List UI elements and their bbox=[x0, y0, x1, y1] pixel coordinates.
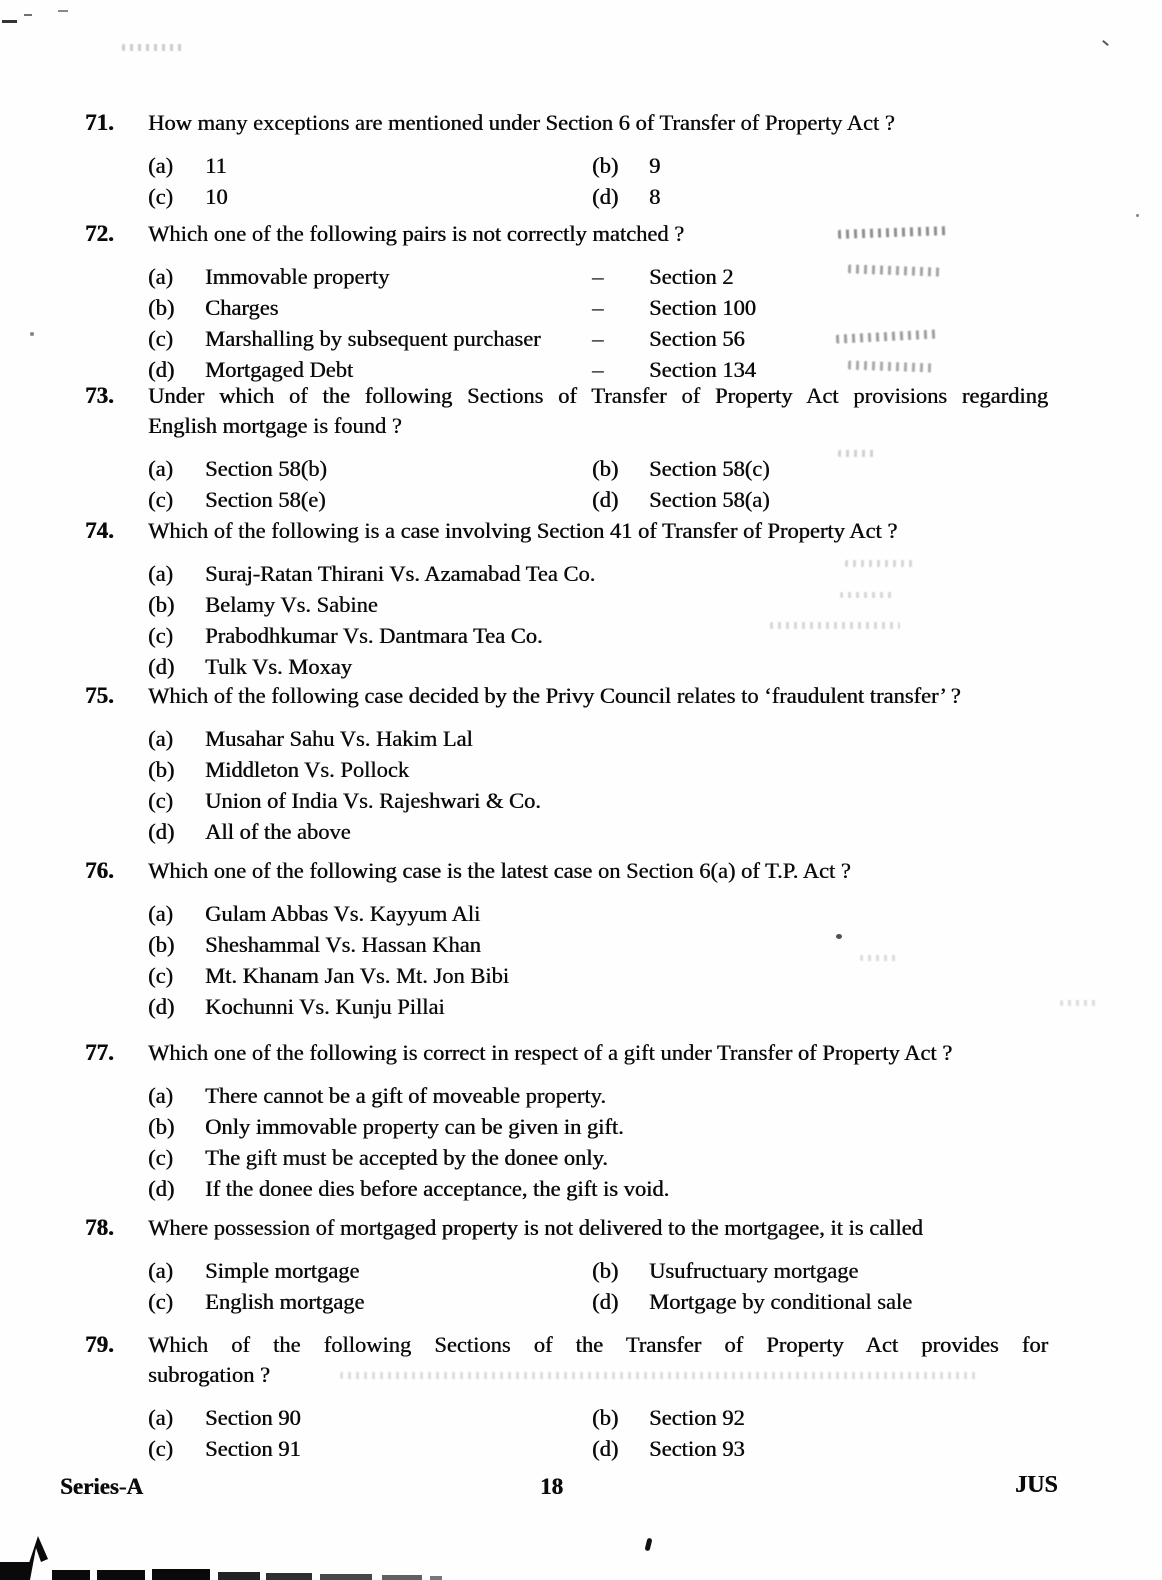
option-text: 11 bbox=[205, 153, 227, 178]
option-label: (d) bbox=[148, 994, 175, 1019]
option-text: Section 58(b) bbox=[205, 456, 327, 481]
option-label: (c) bbox=[148, 623, 173, 648]
option-label: (a) bbox=[148, 1258, 173, 1283]
footer-page-number: 18 bbox=[540, 1474, 563, 1499]
option-label: (b) bbox=[148, 295, 175, 320]
option-text: Sheshammal Vs. Hassan Khan bbox=[205, 932, 481, 957]
option-text: Simple mortgage bbox=[205, 1258, 360, 1283]
option-text: Mt. Khanam Jan Vs. Mt. Jon Bibi bbox=[205, 963, 509, 988]
option-label: (b) bbox=[592, 456, 619, 481]
option-row bbox=[148, 620, 1090, 651]
question-number: 75. bbox=[85, 683, 114, 708]
question-text: Where possession of mortgaged property is not delivered to the mortgagee, it is called bbox=[148, 1215, 923, 1240]
option-label: (d) bbox=[148, 357, 175, 382]
option-text: Section 58(e) bbox=[205, 487, 326, 512]
option-text: Section 58(a) bbox=[649, 487, 770, 512]
option-text: Usufructuary mortgage bbox=[649, 1258, 859, 1283]
question-73 bbox=[85, 381, 1090, 515]
option-row bbox=[148, 1111, 1090, 1142]
option-label: (b) bbox=[148, 757, 175, 782]
option-label: (a) bbox=[148, 1405, 173, 1430]
option-label: (b) bbox=[148, 1114, 175, 1139]
option-row bbox=[148, 816, 1090, 847]
option-row bbox=[148, 453, 1090, 484]
option-row bbox=[148, 261, 1090, 292]
scan-artifact bbox=[0, 1562, 30, 1580]
option-row bbox=[148, 589, 1090, 620]
question-text: Which one of the following is correct in respect of a gift under Transfer of Property Act ? bbox=[148, 1040, 953, 1065]
option-text: 10 bbox=[205, 184, 228, 209]
option-text: Immovable property bbox=[205, 264, 390, 289]
option-label: (b) bbox=[592, 1258, 619, 1283]
scan-artifact bbox=[430, 1576, 442, 1580]
option-row bbox=[148, 929, 1090, 960]
option-text: Charges bbox=[205, 295, 279, 320]
option-label: (b) bbox=[148, 932, 175, 957]
option-label: (c) bbox=[148, 1145, 173, 1170]
option-label: (d) bbox=[592, 487, 619, 512]
option-text: Section 91 bbox=[205, 1436, 301, 1461]
option-row bbox=[148, 1173, 1090, 1204]
scan-artifact bbox=[645, 1538, 653, 1552]
options bbox=[148, 261, 1090, 385]
option-row bbox=[148, 484, 1090, 515]
option-row bbox=[148, 960, 1090, 991]
option-text: Middleton Vs. Pollock bbox=[205, 757, 409, 782]
question-number: 72. bbox=[85, 221, 114, 246]
option-label: (c) bbox=[148, 1289, 173, 1314]
option-label: (d) bbox=[148, 819, 175, 844]
option-text: Belamy Vs. Sabine bbox=[205, 592, 378, 617]
option-label: (a) bbox=[148, 456, 173, 481]
scan-artifact bbox=[24, 14, 32, 16]
option-label: (d) bbox=[592, 1289, 619, 1314]
option-row bbox=[148, 1142, 1090, 1173]
options bbox=[148, 1255, 1090, 1317]
question-number: 77. bbox=[85, 1040, 114, 1065]
option-match: Section 2 bbox=[649, 264, 734, 289]
dash: – bbox=[592, 295, 604, 320]
option-text: Mortgage by conditional sale bbox=[649, 1289, 913, 1314]
option-label: (c) bbox=[148, 487, 173, 512]
option-text: 9 bbox=[649, 153, 661, 178]
question-text: English mortgage is found ? bbox=[148, 413, 402, 438]
question-71 bbox=[85, 108, 1090, 212]
option-label: (a) bbox=[148, 901, 173, 926]
question-text: Which one of the following pairs is not correctly matched ? bbox=[148, 221, 685, 246]
question-text: Which of the following Sections of the Transfer of Property Act provides for bbox=[148, 1332, 1048, 1357]
option-row bbox=[148, 723, 1090, 754]
option-text: 8 bbox=[649, 184, 661, 209]
question-number: 74. bbox=[85, 518, 114, 543]
question-number: 76. bbox=[85, 858, 114, 883]
option-row bbox=[148, 1286, 1090, 1317]
option-text: Marshalling by subsequent purchaser bbox=[205, 326, 541, 351]
option-text: Section 90 bbox=[205, 1405, 301, 1430]
question-74 bbox=[85, 516, 1090, 682]
option-text: Suraj-Ratan Thirani Vs. Azamabad Tea Co. bbox=[205, 561, 596, 586]
option-label: (a) bbox=[148, 561, 173, 586]
option-text: Kochunni Vs. Kunju Pillai bbox=[205, 994, 445, 1019]
dash: – bbox=[592, 326, 604, 351]
option-label: (c) bbox=[148, 1436, 173, 1461]
scan-artifact bbox=[320, 1574, 372, 1580]
option-text: Section 93 bbox=[649, 1436, 745, 1461]
question-72 bbox=[85, 219, 1090, 385]
scan-artifact bbox=[30, 332, 34, 336]
question-78 bbox=[85, 1213, 1090, 1317]
option-text: Gulam Abbas Vs. Kayyum Ali bbox=[205, 901, 481, 926]
option-label: (c) bbox=[148, 326, 173, 351]
option-label: (b) bbox=[592, 1405, 619, 1430]
options bbox=[148, 723, 1090, 847]
option-row bbox=[148, 292, 1090, 323]
scan-artifact bbox=[97, 1570, 145, 1580]
question-text: Which of the following is a case involving Section 41 of Transfer of Property Act ? bbox=[148, 518, 898, 543]
option-text: Section 58(c) bbox=[649, 456, 770, 481]
option-label: (d) bbox=[148, 1176, 175, 1201]
scan-artifact bbox=[382, 1575, 422, 1580]
question-number: 79. bbox=[85, 1332, 114, 1357]
option-row bbox=[148, 898, 1090, 929]
option-text: If the donee dies before acceptance, the gift is void. bbox=[205, 1176, 670, 1201]
option-text: All of the above bbox=[205, 819, 351, 844]
scan-artifact bbox=[1136, 214, 1139, 217]
option-label: (a) bbox=[148, 153, 173, 178]
question-number: 78. bbox=[85, 1215, 114, 1240]
options bbox=[148, 898, 1090, 1022]
scan-artifact bbox=[2, 20, 17, 23]
options bbox=[148, 453, 1090, 515]
option-row bbox=[148, 1433, 1090, 1464]
option-label: (d) bbox=[592, 1436, 619, 1461]
scan-artifact bbox=[266, 1573, 312, 1580]
scan-artifact bbox=[122, 44, 182, 51]
option-text: Musahar Sahu Vs. Hakim Lal bbox=[205, 726, 473, 751]
scan-artifact-arrow bbox=[16, 1532, 60, 1580]
question-text: Under which of the following Sections of Transfer of Property Act provisions regarding bbox=[148, 383, 1048, 408]
option-text: Tulk Vs. Moxay bbox=[205, 654, 352, 679]
option-label: (d) bbox=[148, 654, 175, 679]
option-text: The gift must be accepted by the donee only. bbox=[205, 1145, 608, 1170]
question-77 bbox=[85, 1038, 1090, 1204]
options bbox=[148, 150, 1090, 212]
scan-artifact bbox=[218, 1572, 260, 1580]
option-row bbox=[148, 785, 1090, 816]
option-label: (b) bbox=[592, 153, 619, 178]
option-match: Section 56 bbox=[649, 326, 745, 351]
scan-artifact bbox=[58, 10, 68, 12]
option-text: Only immovable property can be given in gift. bbox=[205, 1114, 624, 1139]
question-text: subrogation ? bbox=[148, 1362, 270, 1387]
option-label: (a) bbox=[148, 1083, 173, 1108]
option-text: Section 92 bbox=[649, 1405, 745, 1430]
option-row bbox=[148, 150, 1090, 181]
options bbox=[148, 1080, 1090, 1204]
question-text: Which one of the following case is the latest case on Section 6(a) of T.P. Act ? bbox=[148, 858, 851, 883]
option-match: Section 100 bbox=[649, 295, 756, 320]
option-label: (a) bbox=[148, 264, 173, 289]
footer-series-label: Series-A bbox=[60, 1474, 144, 1499]
option-label: (b) bbox=[148, 592, 175, 617]
dash: – bbox=[592, 264, 604, 289]
option-row bbox=[148, 651, 1090, 682]
option-label: (d) bbox=[592, 184, 619, 209]
option-text: English mortgage bbox=[205, 1289, 365, 1314]
dash: – bbox=[592, 357, 604, 382]
option-label: (c) bbox=[148, 788, 173, 813]
option-text: Prabodhkumar Vs. Dantmara Tea Co. bbox=[205, 623, 543, 648]
question-text: Which of the following case decided by the Privy Council relates to ‘fraudulent transfer’ ? bbox=[148, 683, 961, 708]
option-row bbox=[148, 991, 1090, 1022]
question-76 bbox=[85, 856, 1090, 1022]
scan-artifact bbox=[52, 1570, 90, 1580]
option-label: (c) bbox=[148, 963, 173, 988]
options bbox=[148, 558, 1090, 682]
option-label: (a) bbox=[148, 726, 173, 751]
option-row bbox=[148, 1402, 1090, 1433]
question-number: 71. bbox=[85, 110, 114, 135]
option-row bbox=[148, 754, 1090, 785]
option-row bbox=[148, 323, 1090, 354]
option-row bbox=[148, 1080, 1090, 1111]
options bbox=[148, 1402, 1090, 1464]
option-text: Mortgaged Debt bbox=[205, 357, 354, 382]
question-79 bbox=[85, 1330, 1090, 1464]
option-text: Union of India Vs. Rajeshwari & Co. bbox=[205, 788, 541, 813]
option-text: There cannot be a gift of moveable property. bbox=[205, 1083, 606, 1108]
option-row bbox=[148, 1255, 1090, 1286]
question-text: How many exceptions are mentioned under Section 6 of Transfer of Property Act ? bbox=[148, 110, 895, 135]
footer-booklet-code: JUS bbox=[1015, 1472, 1058, 1498]
option-row bbox=[148, 558, 1090, 589]
option-row bbox=[148, 181, 1090, 212]
question-75 bbox=[85, 681, 1090, 847]
question-number: 73. bbox=[85, 383, 114, 408]
option-match: Section 134 bbox=[649, 357, 756, 382]
scan-artifact bbox=[152, 1569, 210, 1580]
option-label: (c) bbox=[148, 184, 173, 209]
scan-artifact bbox=[1102, 40, 1109, 46]
